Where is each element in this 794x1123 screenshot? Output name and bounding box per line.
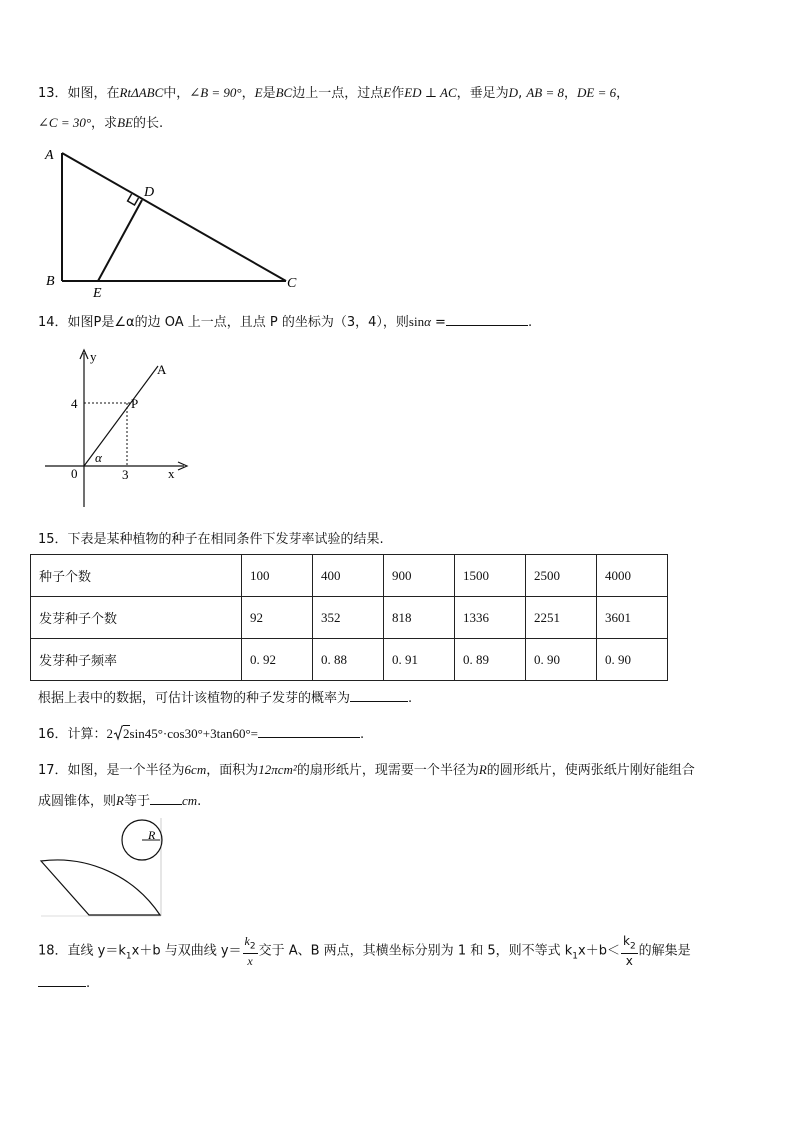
q13-ab: AB = 8: [526, 85, 564, 100]
q16-coefficient: 2: [106, 726, 114, 741]
q14-label-p: P: [131, 396, 139, 411]
table-cell: 2500: [526, 555, 597, 597]
q15-question: [38, 689, 412, 708]
q17-text: 的圆形纸片，使两张纸片刚好能组合: [486, 763, 695, 778]
q13-label-e: E: [93, 286, 102, 300]
q15-text: .: [408, 691, 413, 706]
table-row: [31, 639, 668, 681]
q18-numerator: k: [622, 934, 630, 948]
q17-area: 12πcm²: [258, 762, 297, 777]
table-cell: 4000: [597, 555, 668, 597]
q18-text: 的解集是: [638, 943, 691, 959]
q13-bc: BC: [275, 85, 293, 100]
q13-text: 边上一点，过点: [292, 86, 384, 101]
q13-text: 的长.: [132, 116, 164, 131]
q17-text: 成圆锥体，则: [38, 794, 117, 809]
q18-sub: 2: [629, 941, 636, 952]
q17-line2: [38, 792, 201, 811]
q17-line1: [38, 761, 695, 780]
q14-label-x: x: [168, 466, 175, 481]
q15-intro: 15．下表是某种植物的种子在相同条件下发芽率试验的结果.: [38, 532, 384, 547]
radical-icon: [113, 725, 123, 741]
q17-text: 17．如图，是一个半径为: [38, 763, 185, 778]
q18-text: x＋b 与双曲线 y＝: [131, 943, 242, 959]
q17-r: R: [116, 793, 124, 808]
q13-line1: 13．如图，在RtΔABC中，∠B = 90°，E是BC边上一点，过点E作ED ⊥ AC，垂足为D, AB = 8，DE = 6，: [38, 85, 630, 101]
q15-answer-blank[interactable]: [350, 689, 408, 702]
q13-text: ，: [616, 86, 630, 101]
q14-line: 14．如图P是∠α的边 OA 上一点，且点 P 的坐标为（3，4），则sinα = .: [38, 314, 533, 330]
table-cell: 100: [242, 555, 313, 597]
q17-r: R: [478, 762, 487, 777]
table-cell: 1336: [455, 597, 526, 639]
q13-line2: [38, 114, 163, 133]
q13-label-b: B: [46, 274, 55, 289]
table-cell: 0. 89: [455, 639, 526, 681]
table-cell: 0. 90: [526, 639, 597, 681]
q18-numerator: k: [244, 934, 250, 948]
table-cell: 818: [384, 597, 455, 639]
q13-label-a: A: [45, 148, 54, 163]
q18-line1: [38, 934, 691, 968]
q18-fraction: [621, 934, 638, 968]
q13-angle-c: ∠C = 30°: [38, 115, 92, 130]
q14-label-y: y: [90, 349, 97, 364]
table-cell: 900: [384, 555, 455, 597]
q13-text: 作: [391, 86, 405, 101]
table-cell-label: 发芽种子个数: [31, 597, 242, 639]
q14-label-a: A: [157, 362, 167, 377]
q13-rt: Rt: [119, 85, 132, 100]
table-cell: 92: [242, 597, 313, 639]
q13-de: DE = 6: [577, 85, 617, 100]
q18-denominator: x: [625, 954, 633, 969]
q14-sin: sin: [408, 314, 425, 329]
q18-text: .: [86, 976, 91, 991]
q13-text: ，垂足为: [456, 86, 509, 101]
q14-alpha: α: [424, 314, 431, 329]
q14-text: 14．如图P是∠α的边 OA 上一点，且点 P 的坐标为（3，4），则: [38, 315, 409, 330]
table-cell-label: 发芽种子频率: [31, 639, 242, 681]
q13-angle-b: ∠B = 90°: [189, 85, 242, 100]
table-cell: 0. 88: [313, 639, 384, 681]
q16-line: [38, 725, 364, 744]
q13-triangle-figure: [40, 140, 310, 300]
q18-denominator: x: [247, 954, 253, 969]
q13-text: 13．如图，在: [38, 86, 120, 101]
q14-label-0: 0: [71, 466, 78, 481]
q16-text: .: [360, 727, 365, 742]
table-cell: 2251: [526, 597, 597, 639]
q14-label-alpha: α: [95, 450, 102, 465]
q17-text: ，面积为: [206, 763, 259, 778]
q13-point-d: D: [508, 85, 519, 100]
q14-label-3: 3: [122, 467, 129, 482]
q15-seed-table: [30, 554, 668, 681]
q16-sqrt: [113, 725, 130, 743]
q17-unit: cm: [181, 793, 198, 808]
q13-be: BE: [117, 115, 133, 130]
table-cell: 352: [313, 597, 384, 639]
q13-text: 是: [262, 86, 276, 101]
q18-sub: 1: [572, 951, 579, 962]
q18-text: 交于 A、B 两点，其横坐标分别为 1 和 5，则不等式 k: [258, 943, 573, 959]
q13-text: ，: [241, 86, 255, 101]
q13-label-c: C: [287, 276, 297, 291]
q17-sector-figure: [36, 818, 176, 920]
q17-text: 的扇形纸片，现需要一个半径为: [296, 763, 479, 778]
q17-text: 等于: [123, 794, 150, 809]
q13-point-e: E: [383, 85, 392, 100]
q15-text: 根据上表中的数据，可估计该植物的种子发芽的概率为: [38, 691, 351, 706]
q18-sub: 2: [249, 941, 256, 952]
q18-sub: 1: [125, 951, 132, 962]
q13-triangle: ΔABC: [131, 85, 164, 100]
table-row: [31, 597, 668, 639]
q18-answer-blank[interactable]: [38, 974, 86, 987]
table-row: [31, 555, 668, 597]
q17-radius: 6cm: [184, 762, 207, 777]
q13-label-d: D: [144, 185, 155, 200]
q17-label-r: R: [148, 828, 156, 842]
table-cell: 0. 91: [384, 639, 455, 681]
q14-text: =: [430, 315, 446, 330]
q17-answer-blank[interactable]: [150, 792, 182, 805]
table-cell-label: 种子个数: [31, 555, 242, 597]
q16-answer-blank[interactable]: [258, 725, 360, 738]
q17-text: .: [197, 794, 202, 809]
q13-perpendicular: ED ⊥ AC: [404, 85, 457, 100]
table-cell: 1500: [455, 555, 526, 597]
table-cell: 3601: [597, 597, 668, 639]
q13-point-e: E: [254, 85, 263, 100]
q14-answer-blank[interactable]: [446, 313, 528, 326]
q16-radicand: 2: [123, 726, 130, 741]
table-cell: 0. 92: [242, 639, 313, 681]
q14-coordinate-figure: [40, 345, 200, 515]
q13-text: 中，: [163, 86, 190, 101]
q18-text: 18．直线 y＝k: [38, 943, 126, 959]
q16-text: 16．计算：: [38, 727, 107, 742]
q18-line2: [38, 974, 90, 993]
table-cell: 400: [313, 555, 384, 597]
q18-text: x＋b＜: [578, 943, 620, 959]
q18-fraction: [243, 934, 258, 968]
table-cell: 0. 90: [597, 639, 668, 681]
q14-label-4: 4: [71, 396, 78, 411]
q13-text: ，求: [91, 116, 118, 131]
q16-expression: sin45°·cos30°+3tan60°=: [129, 726, 259, 741]
